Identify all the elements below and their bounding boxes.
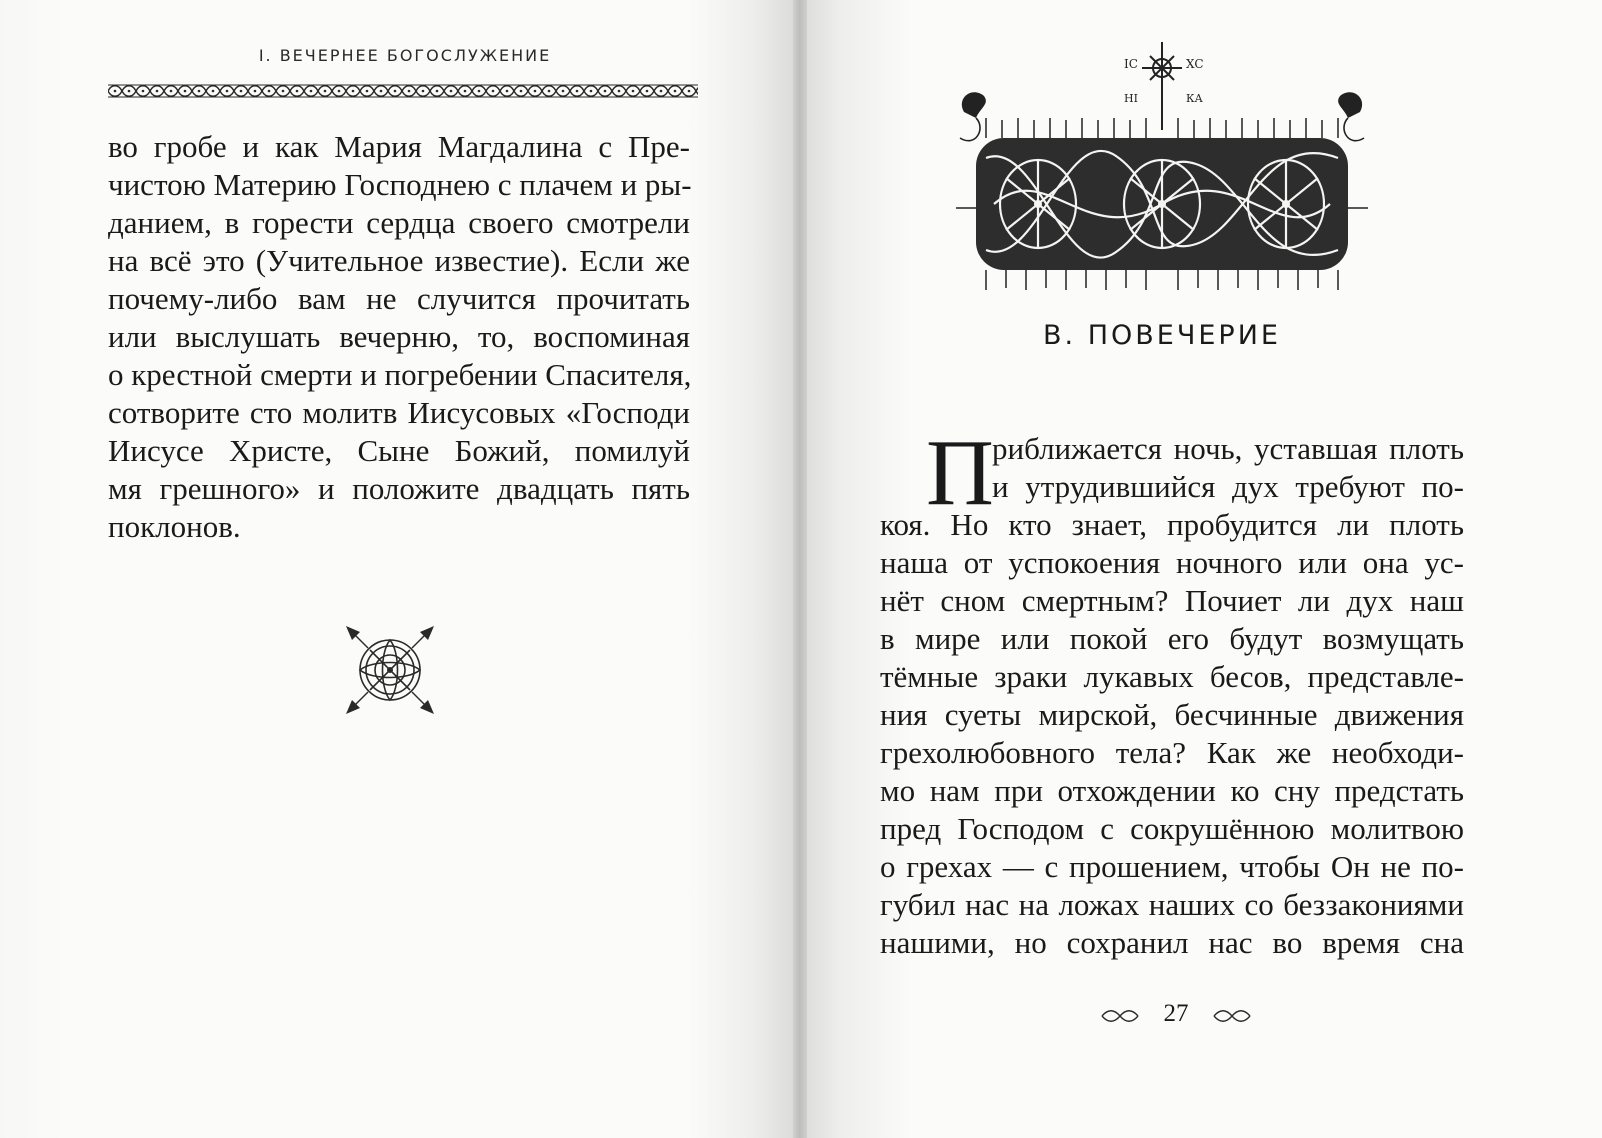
left-page-body <box>108 128 690 546</box>
text-line: нёт сном смертным? Почиет ли дух наш <box>880 583 1464 618</box>
text-line: данием, в горести сердца своего смотрели <box>108 205 690 240</box>
text-line: пред Господом с сокрушённою молитвою <box>880 811 1464 846</box>
book-gutter <box>793 0 807 1138</box>
text-line: риближается ночь, уставшая плоть <box>992 431 1464 466</box>
running-head: I. ВЕЧЕРНЕЕ БОГОСЛУЖЕНИЕ <box>258 46 552 65</box>
folio-ornament-left-icon <box>1100 1008 1140 1024</box>
braid-rule-icon <box>108 84 698 98</box>
knot-cross-ornament-icon <box>338 618 442 722</box>
text-line: чистою Материю Господнею с плачем и ры- <box>108 167 692 202</box>
text-line: или выслушать вечерню, то, воспоминая <box>108 319 690 354</box>
right-page-opening <box>992 430 1464 506</box>
text-line: мо нам при отхождении ко сну предстать <box>880 773 1464 808</box>
text-line: нашими, но сохранил нас во время сна <box>880 925 1464 960</box>
bleed-through-left <box>118 516 698 956</box>
text-line: грехолюбовного тела? Как же необходи- <box>880 735 1464 770</box>
text-line: мя грешного» и положите двадцать пять <box>108 471 690 506</box>
text-line: поклонов. <box>108 509 241 544</box>
right-page-body <box>880 506 1464 962</box>
text-line: наша от успокоения ночного или она ус- <box>880 545 1464 580</box>
text-line: сотворите сто молитв Иисусовых «Господи <box>108 395 690 430</box>
interlace-headpiece-icon <box>946 38 1378 308</box>
text-line: Иисусе Христе, Сыне Божий, помилуй <box>108 433 690 468</box>
headpiece-letter: IC <box>1124 57 1138 71</box>
text-line: коя. Но кто знает, пробудится ли плоть <box>880 507 1464 542</box>
folio-ornament-right-icon <box>1212 1008 1252 1024</box>
headpiece-letter: НІ <box>1124 92 1138 105</box>
text-line: на всё это (Учительное известие). Если же <box>108 243 690 278</box>
text-line: ния суеты мирской, бесчинные движения <box>880 697 1464 732</box>
text-line: во гробе и как Мария Магдалина с Пре- <box>108 129 690 164</box>
text-line: почему-либо вам не случится прочитать <box>108 281 690 316</box>
text-line: и утрудившийся дух требуют по- <box>992 469 1464 504</box>
text-line: в мире или покой его будут возмущать <box>880 621 1464 656</box>
text-line: губил нас на ложах наших со беззакониями <box>880 887 1464 922</box>
drop-cap: П <box>926 421 994 525</box>
text-line: о грехах — с прошением, чтобы Он не по- <box>880 849 1464 884</box>
text-line: тёмные зраки лукавых бесов, представле- <box>880 659 1464 694</box>
page-number: 27 <box>1163 1000 1189 1027</box>
section-title: В. ПОВЕЧЕРИЕ <box>1043 320 1281 351</box>
text-line: о крестной смерти и погребении Спасителя, <box>108 357 692 392</box>
headpiece-letter: КА <box>1186 92 1203 105</box>
headpiece-letter: XC <box>1186 57 1204 71</box>
